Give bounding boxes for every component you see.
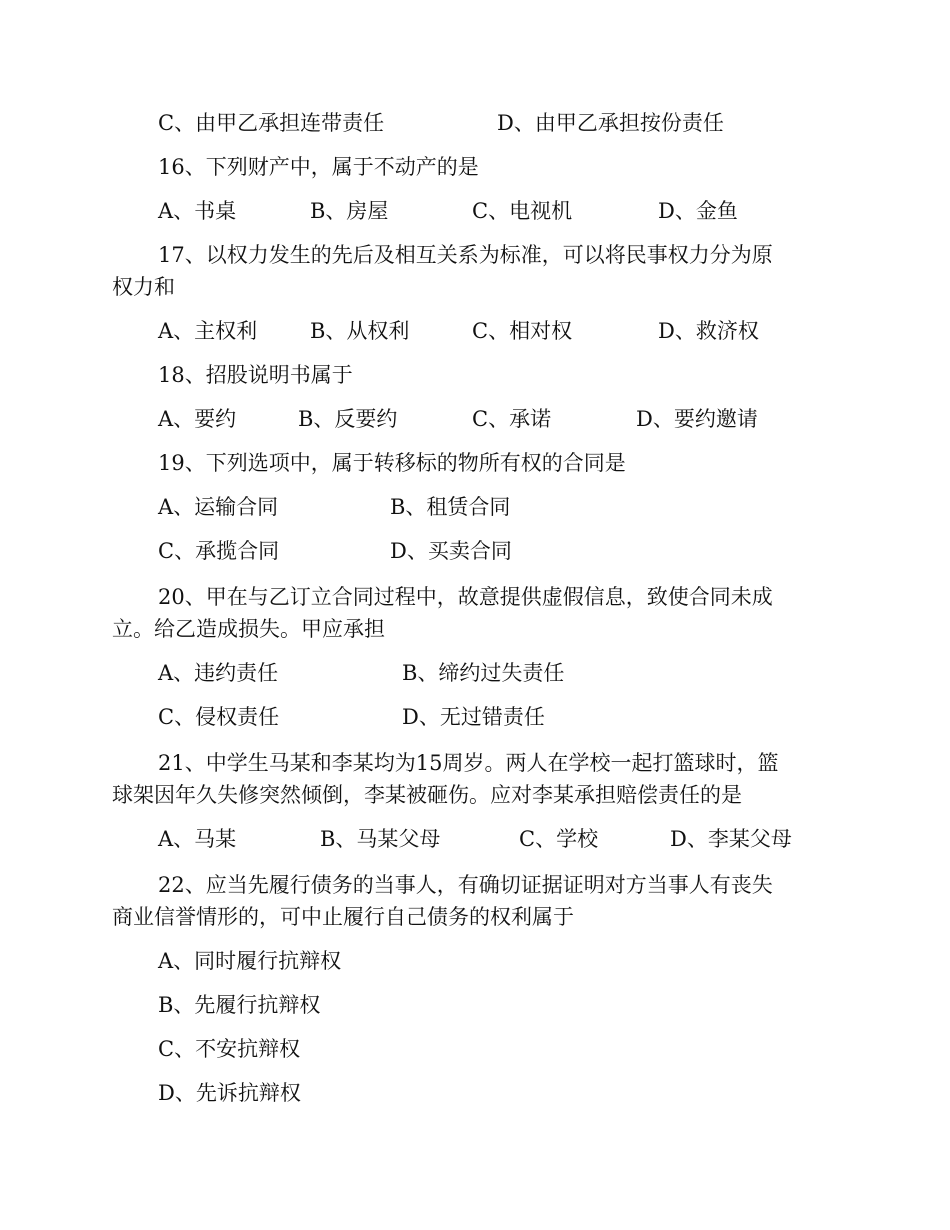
- q20-question-line1: 20、甲在与乙订立合同过程中，故意提供虚假信息，致使合同未成: [158, 585, 773, 609]
- q16-question: 16、下列财产中，属于不动产的是: [158, 155, 479, 179]
- q17-option-d: D、救济权: [658, 319, 759, 343]
- q19-option-b: B、租赁合同: [390, 495, 511, 519]
- q16-option-c: C、电视机: [472, 199, 573, 223]
- q18-option-c: C、承诺: [472, 407, 552, 431]
- q18-option-a: A、要约: [158, 407, 237, 431]
- q20-option-c: C、侵权责任: [158, 705, 280, 729]
- q20-option-b: B、缔约过失责任: [402, 661, 565, 685]
- q17-question-line2: 权力和: [112, 275, 175, 299]
- q21-option-d: D、李某父母: [670, 827, 792, 851]
- q18-question: 18、招股说明书属于: [158, 363, 353, 387]
- q17-question-line1: 17、以权力发生的先后及相互关系为标准，可以将民事权力分为原: [158, 243, 773, 267]
- q22-question-line2: 商业信誉情形的，可中止履行自己债务的权利属于: [112, 905, 574, 929]
- q16-option-a: A、书桌: [158, 199, 237, 223]
- q15-option-d: D、由甲乙承担按份责任: [497, 111, 724, 135]
- q22-option-b: B、先履行抗辩权: [158, 993, 321, 1017]
- q21-option-b: B、马某父母: [320, 827, 441, 851]
- q21-question-line1: 21、中学生马某和李某均为15周岁。两人在学校一起打篮球时，篮: [158, 751, 779, 775]
- q16-option-d: D、金鱼: [658, 199, 738, 223]
- q19-question: 19、下列选项中，属于转移标的物所有权的合同是: [158, 451, 626, 475]
- q20-option-d: D、无过错责任: [402, 705, 545, 729]
- q22-option-d: D、先诉抗辩权: [158, 1081, 301, 1105]
- q21-option-a: A、马某: [158, 827, 237, 851]
- q20-question-line2: 立。给乙造成损失。甲应承担: [112, 617, 385, 641]
- q19-option-d: D、买卖合同: [390, 539, 512, 563]
- q21-option-c: C、学校: [519, 827, 599, 851]
- q20-option-a: A、违约责任: [158, 661, 279, 685]
- q17-option-b: B、从权利: [310, 319, 410, 343]
- q15-option-c: C、由甲乙承担连带责任: [158, 111, 385, 135]
- q18-option-b: B、反要约: [298, 407, 398, 431]
- q17-option-a: A、主权利: [158, 319, 258, 343]
- q17-option-c: C、相对权: [472, 319, 573, 343]
- q22-question-line1: 22、应当先履行债务的当事人，有确切证据证明对方当事人有丧失: [158, 873, 773, 897]
- q22-option-a: A、同时履行抗辩权: [158, 949, 342, 973]
- q18-option-d: D、要约邀请: [636, 407, 758, 431]
- q21-question-line2: 球架因年久失修突然倾倒，李某被砸伤。应对李某承担赔偿责任的是: [112, 783, 742, 807]
- q22-option-c: C、不安抗辩权: [158, 1037, 301, 1061]
- q19-option-a: A、运输合同: [158, 495, 279, 519]
- q16-option-b: B、房屋: [310, 199, 389, 223]
- q19-option-c: C、承揽合同: [158, 539, 280, 563]
